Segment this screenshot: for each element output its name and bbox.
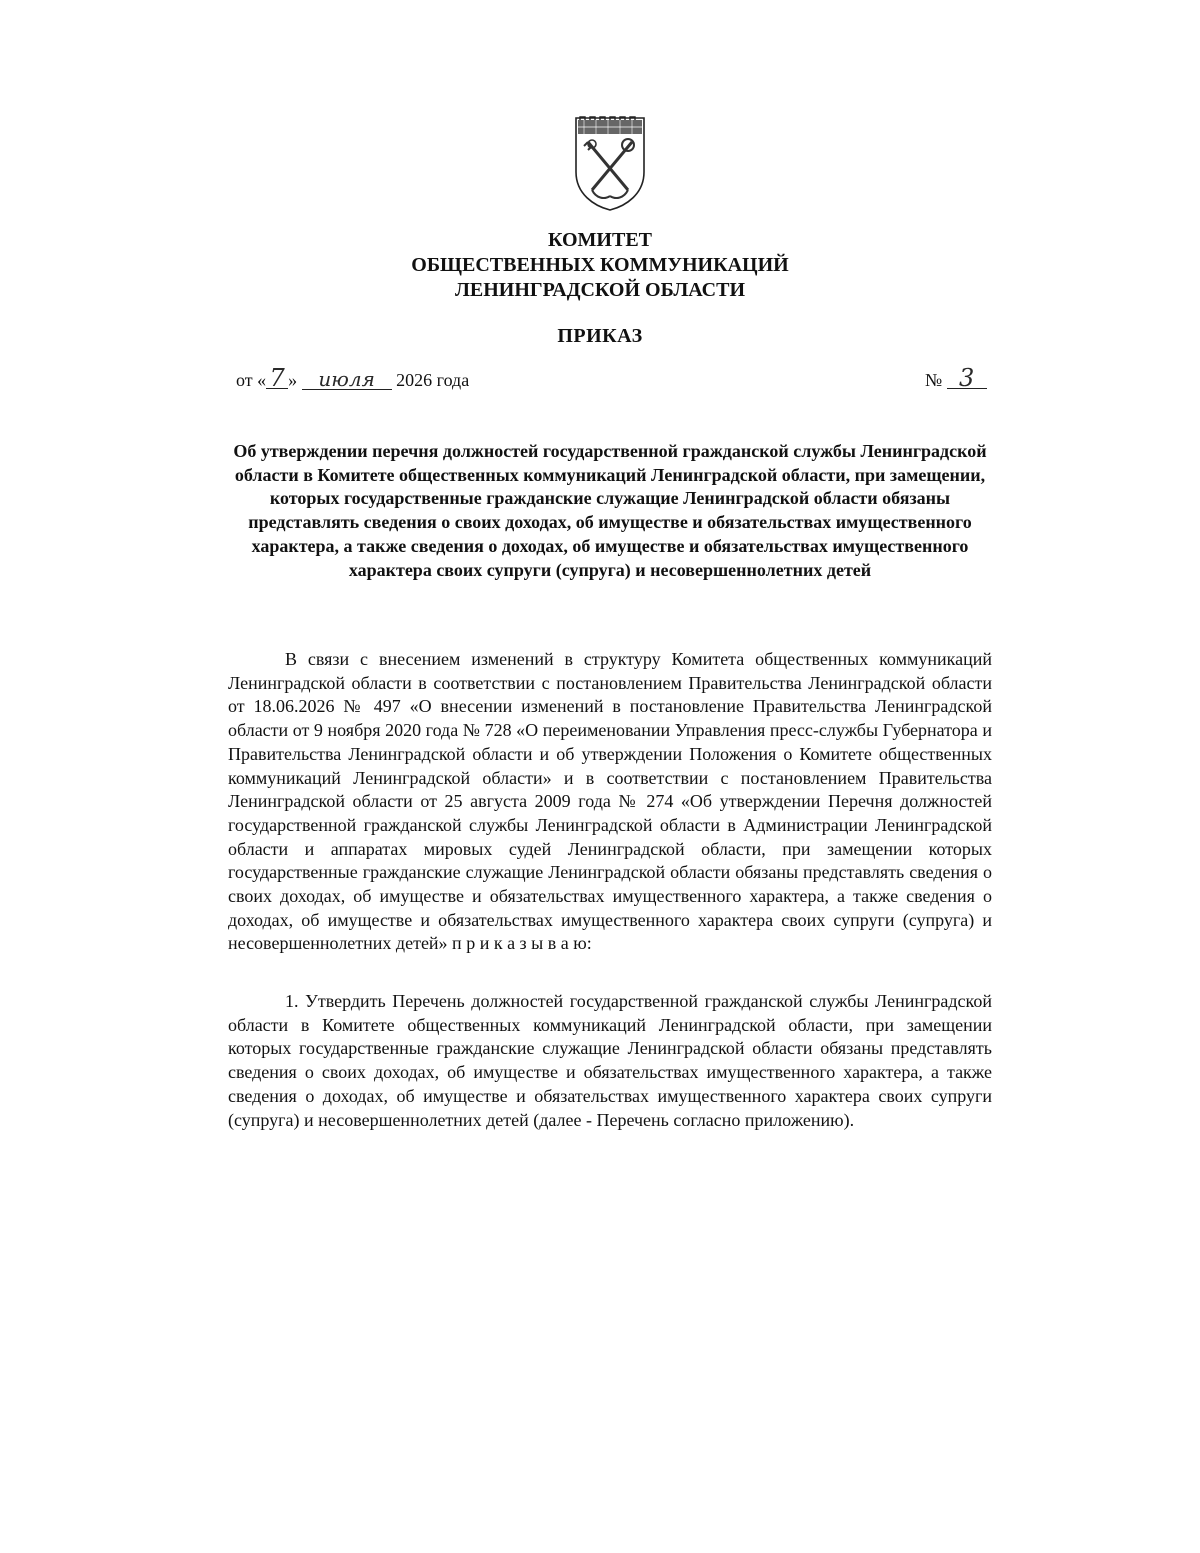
date-mid: »	[288, 370, 302, 390]
coat-of-arms-icon	[570, 112, 650, 212]
document-title: Об утверждении перечня должностей государственной гражданской службы Ленинградской области в Комитете общественных коммуникаций Ленинградской области, при замещении, которых государственные гражданские служащие Ленинградской области обязаны представлять сведения о своих доходах, об имуществе и обязательствах имущественного характера, а также сведения о доходах, об имуществе и обязательствах имущественного характера своих супруги (супруга) и несовершеннолетних детей	[233, 441, 987, 580]
date-line	[236, 364, 470, 392]
org-line-1: КОМИТЕТ	[547, 229, 652, 251]
date-month: июля	[302, 369, 392, 390]
document-number: 3	[947, 368, 987, 389]
body-paragraph-2: 1. Утвердить Перечень должностей государственной гражданской службы Ленинградской области в Комитете общественных коммуникаций Ленинградской области, при замещении которых государственные гражданские служащие Ленинградской области обязаны представлять сведения о своих доходах, об имуществе и обязательствах имущественного характера, а также сведения о доходах, об имуществе и обязательствах имущественного характера своих супруги (супруга) и несовершеннолетних детей (далее - Перечень согласно приложению).	[228, 991, 992, 1130]
date-prefix: от «	[236, 370, 267, 390]
date-suffix: 2026 года	[391, 370, 470, 390]
organization-name	[0, 228, 1200, 303]
org-line-3: ЛЕНИНГРАДСКОЙ ОБЛАСТИ	[454, 279, 746, 301]
document-type: ПРИКАЗ	[557, 325, 643, 347]
date-day: 7	[266, 368, 288, 389]
body-paragraph-1: В связи с внесением изменений в структуру Комитета общественных коммуникаций Ленинградской области в соответствии с постановлением Правительства Ленинградской области от 18.06.2026 № 497 «О внесении изменений в постановление Правительства Ленинградской области от 9 ноября 2020 года № 728 «О переименовании Управления пресс-службы Губернатора и Правительства Ленинградской области и об утверждении Положения о Комитете общественных коммуникаций Ленинградской области» и в соответствии с постановлением Правительства Ленинградской области от 25 августа 2009 года № 274 «Об утверждении Перечня должностей государственной гражданской службы Ленинградской области в Администрации Ленинградской области и аппаратах мировых судей Ленинградской области, при замещении которых государственные гражданские служащие Ленинградской области обязаны представлять сведения о своих доходах, об имуществе и обязательствах имущественного характера, а также сведения о доходах, об имуществе и обязательствах имущественного характера своих супруги (супруга) и несовершеннолетних детей» п р и к а з ы в а ю:	[228, 649, 992, 954]
number-label: №	[925, 370, 947, 390]
number-line	[925, 364, 987, 392]
org-line-2: ОБЩЕСТВЕННЫХ КОММУНИКАЦИЙ	[411, 254, 789, 276]
